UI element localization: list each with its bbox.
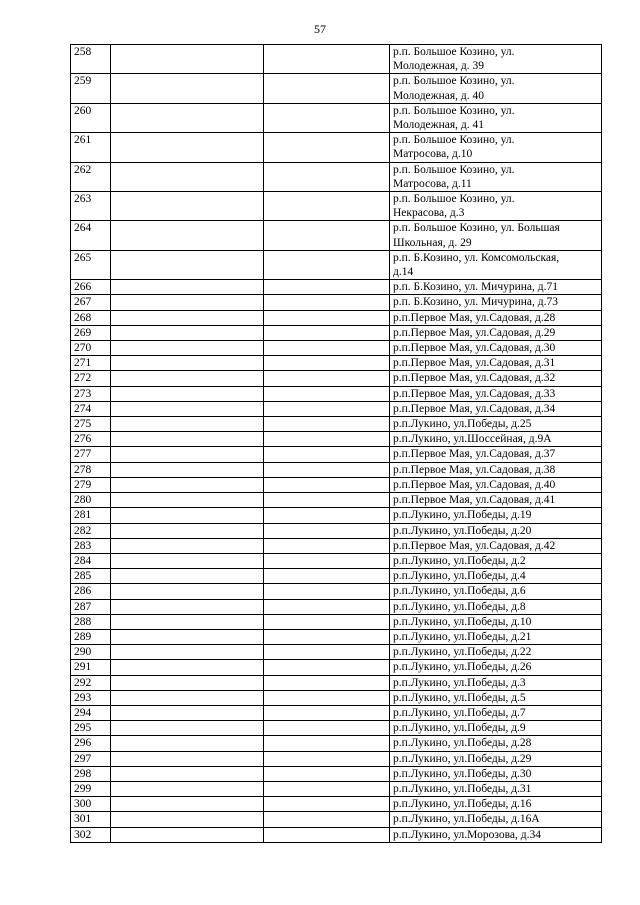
row-number-cell: 288 <box>71 614 111 629</box>
row-number-cell: 275 <box>71 417 111 432</box>
address-text: р.п.Лукино, ул.Победы, д.16 <box>393 798 532 811</box>
row-number-cell: 301 <box>71 812 111 827</box>
address-text: р.п.Лукино, ул.Победы, д.2 <box>393 554 526 567</box>
table-row <box>71 781 602 796</box>
empty-cell <box>264 417 390 432</box>
table-row <box>71 751 602 766</box>
empty-cell <box>111 133 264 162</box>
empty-cell <box>111 660 264 675</box>
row-number-cell: 283 <box>71 538 111 553</box>
address-text: р.п. Большое Козино, ул. Молодежная, д. 39 <box>393 46 515 73</box>
address-cell <box>390 721 602 736</box>
address-cell <box>390 447 602 462</box>
address-text: р.п.Первое Мая, ул.Садовая, д.31 <box>393 357 556 370</box>
row-number-cell: 265 <box>71 250 111 279</box>
empty-cell <box>264 508 390 523</box>
empty-cell <box>111 417 264 432</box>
address-cell <box>390 751 602 766</box>
empty-cell <box>111 705 264 720</box>
address-text: р.п.Первое Мая, ул.Садовая, д.29 <box>393 326 556 339</box>
empty-cell <box>111 781 264 796</box>
address-text: р.п. Большое Козино, ул. Молодежная, д. 41 <box>393 104 515 132</box>
address-cell <box>390 523 602 538</box>
row-number-cell: 259 <box>71 74 111 103</box>
row-number-cell: 266 <box>71 280 111 295</box>
address-cell <box>390 477 602 492</box>
address-cell <box>390 295 602 310</box>
row-number-cell: 264 <box>71 221 111 250</box>
address-text: р.п.Первое Мая, ул.Садовая, д.38 <box>393 463 556 476</box>
address-text: р.п.Первое Мая, ул.Садовая, д.41 <box>393 494 556 507</box>
table-row <box>71 736 602 751</box>
empty-cell <box>264 538 390 553</box>
address-text: р.п.Лукино, ул.Победы, д.16А <box>393 813 540 826</box>
empty-cell <box>111 614 264 629</box>
address-text: р.п.Лукино, ул.Победы, д.20 <box>393 524 532 537</box>
row-number-cell: 294 <box>71 705 111 720</box>
empty-cell <box>111 812 264 827</box>
address-cell <box>390 401 602 416</box>
address-text: р.п.Лукино, ул.Победы, д.10 <box>393 615 532 628</box>
empty-cell <box>264 614 390 629</box>
address-cell <box>390 538 602 553</box>
empty-cell <box>264 74 390 103</box>
row-number-cell: 263 <box>71 192 111 221</box>
empty-cell <box>111 295 264 310</box>
table-row <box>71 569 602 584</box>
empty-cell <box>111 162 264 191</box>
table-row <box>71 371 602 386</box>
row-number-cell: 296 <box>71 736 111 751</box>
address-cell <box>390 797 602 812</box>
row-number-cell: 298 <box>71 766 111 781</box>
table-row <box>71 705 602 720</box>
address-cell <box>390 827 602 842</box>
address-text: р.п. Большое Козино, ул. Матросова, д.10 <box>393 134 515 161</box>
empty-cell <box>111 477 264 492</box>
address-text: р.п.Первое Мая, ул.Садовая, д.32 <box>393 372 556 385</box>
empty-cell <box>111 45 264 74</box>
empty-cell <box>264 133 390 162</box>
empty-cell <box>111 356 264 371</box>
address-cell <box>390 341 602 356</box>
address-cell <box>390 45 602 74</box>
row-number-cell: 287 <box>71 599 111 614</box>
table-row <box>71 614 602 629</box>
empty-cell <box>264 705 390 720</box>
page-number: 57 <box>314 22 326 36</box>
empty-cell <box>264 462 390 477</box>
empty-cell <box>264 477 390 492</box>
row-number-cell: 302 <box>71 827 111 842</box>
table-row <box>71 103 602 132</box>
address-text: р.п.Первое Мая, ул.Садовая, д.42 <box>393 539 556 552</box>
row-number-cell: 281 <box>71 508 111 523</box>
row-number-cell: 285 <box>71 569 111 584</box>
row-number-cell: 276 <box>71 432 111 447</box>
table-row <box>71 417 602 432</box>
empty-cell <box>111 797 264 812</box>
table-row <box>71 133 602 162</box>
table-row <box>71 523 602 538</box>
empty-cell <box>264 569 390 584</box>
table-row <box>71 74 602 103</box>
table-row <box>71 325 602 340</box>
empty-cell <box>264 280 390 295</box>
address-cell <box>390 103 602 132</box>
empty-cell <box>264 645 390 660</box>
address-table <box>70 44 602 843</box>
table-row <box>71 356 602 371</box>
table-row <box>71 250 602 279</box>
address-cell <box>390 371 602 386</box>
empty-cell <box>264 721 390 736</box>
table-row <box>71 221 602 250</box>
empty-cell <box>264 432 390 447</box>
table-row <box>71 827 602 842</box>
row-number-cell: 274 <box>71 401 111 416</box>
address-text: р.п.Первое Мая, ул.Садовая, д.30 <box>393 342 556 355</box>
table-row <box>71 401 602 416</box>
empty-cell <box>111 462 264 477</box>
row-number-cell: 286 <box>71 584 111 599</box>
row-number-cell: 292 <box>71 675 111 690</box>
address-text: р.п.Лукино, ул.Победы, д.22 <box>393 646 532 659</box>
row-number-cell: 284 <box>71 553 111 568</box>
table-row <box>71 162 602 191</box>
address-text: р.п.Лукино, ул.Победы, д.21 <box>393 630 532 643</box>
row-number-cell: 291 <box>71 660 111 675</box>
address-text: р.п.Первое Мая, ул.Садовая, д.28 <box>393 311 556 324</box>
table-body <box>71 45 602 843</box>
empty-cell <box>111 629 264 644</box>
address-text: р.п.Первое Мая, ул.Садовая, д.37 <box>393 448 556 461</box>
table-row <box>71 766 602 781</box>
address-text: р.п. Б.Козино, ул. Мичурина, д.71 <box>393 281 558 294</box>
empty-cell <box>264 221 390 250</box>
empty-cell <box>264 325 390 340</box>
address-text: р.п.Лукино, ул.Победы, д.29 <box>393 752 532 765</box>
address-text: р.п.Лукино, ул.Победы, д.4 <box>393 570 526 583</box>
table-row <box>71 295 602 310</box>
address-cell <box>390 221 602 250</box>
empty-cell <box>264 386 390 401</box>
table-row <box>71 310 602 325</box>
table-row <box>71 386 602 401</box>
address-cell <box>390 462 602 477</box>
empty-cell <box>111 599 264 614</box>
address-text: р.п.Лукино, ул.Победы, д.30 <box>393 767 532 780</box>
address-cell <box>390 192 602 221</box>
address-cell <box>390 553 602 568</box>
table-row <box>71 432 602 447</box>
address-text: р.п.Лукино, ул.Победы, д.26 <box>393 661 532 674</box>
empty-cell <box>111 721 264 736</box>
empty-cell <box>111 584 264 599</box>
address-cell <box>390 705 602 720</box>
row-number-cell: 277 <box>71 447 111 462</box>
address-text: р.п.Лукино, ул.Победы, д.7 <box>393 706 526 719</box>
address-text: р.п.Лукино, ул.Победы, д.8 <box>393 600 526 613</box>
row-number-cell: 261 <box>71 133 111 162</box>
row-number-cell: 267 <box>71 295 111 310</box>
empty-cell <box>264 45 390 74</box>
empty-cell <box>111 766 264 781</box>
row-number-cell: 280 <box>71 493 111 508</box>
address-text: р.п. Б.Козино, ул. Комсомольская, д.14 <box>393 251 560 279</box>
empty-cell <box>264 356 390 371</box>
address-text: р.п.Лукино, ул.Победы, д.3 <box>393 676 526 689</box>
empty-cell <box>264 827 390 842</box>
table-row <box>71 508 602 523</box>
empty-cell <box>264 599 390 614</box>
empty-cell <box>111 493 264 508</box>
row-number-cell: 260 <box>71 103 111 132</box>
empty-cell <box>264 675 390 690</box>
empty-cell <box>111 280 264 295</box>
empty-cell <box>111 447 264 462</box>
table-row <box>71 645 602 660</box>
address-cell <box>390 781 602 796</box>
address-cell <box>390 508 602 523</box>
address-text: р.п.Первое Мая, ул.Садовая, д.34 <box>393 402 556 415</box>
address-cell <box>390 162 602 191</box>
address-cell <box>390 584 602 599</box>
table-row <box>71 721 602 736</box>
empty-cell <box>264 493 390 508</box>
address-cell <box>390 629 602 644</box>
address-cell <box>390 133 602 162</box>
address-cell <box>390 356 602 371</box>
address-text: р.п. Б.Козино, ул. Мичурина, д.73 <box>393 296 558 309</box>
address-cell <box>390 417 602 432</box>
empty-cell <box>264 310 390 325</box>
empty-cell <box>264 103 390 132</box>
table-row <box>71 584 602 599</box>
row-number-cell: 262 <box>71 162 111 191</box>
address-cell <box>390 325 602 340</box>
row-number-cell: 278 <box>71 462 111 477</box>
address-cell <box>390 736 602 751</box>
address-cell <box>390 614 602 629</box>
row-number-cell: 273 <box>71 386 111 401</box>
empty-cell <box>264 401 390 416</box>
table-row <box>71 675 602 690</box>
address-cell <box>390 675 602 690</box>
empty-cell <box>111 250 264 279</box>
empty-cell <box>111 432 264 447</box>
empty-cell <box>111 523 264 538</box>
empty-cell <box>111 371 264 386</box>
address-text: р.п. Большое Козино, ул. Большая Школьная, д. 29 <box>393 222 560 249</box>
empty-cell <box>111 751 264 766</box>
row-number-cell: 293 <box>71 690 111 705</box>
row-number-cell: 295 <box>71 721 111 736</box>
empty-cell <box>111 74 264 103</box>
row-number-cell: 289 <box>71 629 111 644</box>
row-number-cell: 268 <box>71 310 111 325</box>
address-cell <box>390 250 602 279</box>
address-text: р.п. Большое Козино, ул. Матросова, д.11 <box>393 163 515 190</box>
empty-cell <box>111 386 264 401</box>
empty-cell <box>111 553 264 568</box>
table-row <box>71 462 602 477</box>
address-text: р.п. Большое Козино, ул. Некрасова, д.3 <box>393 193 515 220</box>
empty-cell <box>264 192 390 221</box>
address-text: р.п. Большое Козино, ул. Молодежная, д. 40 <box>393 75 515 102</box>
empty-cell <box>111 827 264 842</box>
row-number-cell: 269 <box>71 325 111 340</box>
address-text: р.п.Лукино, ул.Победы, д.31 <box>393 782 532 795</box>
empty-cell <box>264 553 390 568</box>
address-cell <box>390 432 602 447</box>
address-cell <box>390 386 602 401</box>
address-cell <box>390 690 602 705</box>
empty-cell <box>264 584 390 599</box>
empty-cell <box>111 736 264 751</box>
address-cell <box>390 280 602 295</box>
row-number-cell: 299 <box>71 781 111 796</box>
table-row <box>71 538 602 553</box>
empty-cell <box>111 690 264 705</box>
row-number-cell: 297 <box>71 751 111 766</box>
empty-cell <box>264 797 390 812</box>
empty-cell <box>111 508 264 523</box>
address-cell <box>390 493 602 508</box>
empty-cell <box>264 751 390 766</box>
table-row <box>71 493 602 508</box>
empty-cell <box>111 675 264 690</box>
empty-cell <box>264 690 390 705</box>
address-text: р.п.Первое Мая, ул.Садовая, д.40 <box>393 478 556 491</box>
address-text: р.п.Лукино, ул.Морозова, д.34 <box>393 828 541 841</box>
empty-cell <box>111 103 264 132</box>
row-number-cell: 271 <box>71 356 111 371</box>
empty-cell <box>111 538 264 553</box>
address-cell <box>390 812 602 827</box>
address-text: р.п.Лукино, ул.Победы, д.6 <box>393 585 526 598</box>
table-row <box>71 797 602 812</box>
empty-cell <box>111 192 264 221</box>
address-text: р.п.Лукино, ул.Победы, д.19 <box>393 509 532 522</box>
address-text: р.п.Лукино, ул.Победы, д.28 <box>393 737 532 750</box>
table-row <box>71 660 602 675</box>
table-row <box>71 553 602 568</box>
empty-cell <box>264 295 390 310</box>
empty-cell <box>264 341 390 356</box>
table-row <box>71 45 602 74</box>
address-cell <box>390 310 602 325</box>
empty-cell <box>264 736 390 751</box>
table-row <box>71 280 602 295</box>
empty-cell <box>111 341 264 356</box>
address-text: р.п.Первое Мая, ул.Садовая, д.33 <box>393 387 556 400</box>
table-row <box>71 690 602 705</box>
row-number-cell: 290 <box>71 645 111 660</box>
row-number-cell: 279 <box>71 477 111 492</box>
address-cell <box>390 645 602 660</box>
table-row <box>71 447 602 462</box>
empty-cell <box>264 629 390 644</box>
address-cell <box>390 660 602 675</box>
address-cell <box>390 599 602 614</box>
empty-cell <box>111 325 264 340</box>
empty-cell <box>111 221 264 250</box>
address-text: р.п.Лукино, ул.Шоссейная, д.9А <box>393 433 552 446</box>
table-row <box>71 341 602 356</box>
empty-cell <box>264 371 390 386</box>
address-cell <box>390 569 602 584</box>
address-text: р.п.Лукино, ул.Победы, д.9 <box>393 722 526 735</box>
row-number-cell: 258 <box>71 45 111 74</box>
empty-cell <box>111 569 264 584</box>
address-text: р.п.Лукино, ул.Победы, д.5 <box>393 691 526 704</box>
row-number-cell: 282 <box>71 523 111 538</box>
empty-cell <box>111 401 264 416</box>
table-row <box>71 477 602 492</box>
table-row <box>71 812 602 827</box>
empty-cell <box>264 766 390 781</box>
address-text: р.п.Лукино, ул.Победы, д.25 <box>393 418 532 431</box>
row-number-cell: 300 <box>71 797 111 812</box>
table-row <box>71 629 602 644</box>
table-row <box>71 192 602 221</box>
empty-cell <box>264 523 390 538</box>
empty-cell <box>264 447 390 462</box>
address-cell <box>390 766 602 781</box>
empty-cell <box>264 812 390 827</box>
row-number-cell: 270 <box>71 341 111 356</box>
empty-cell <box>264 660 390 675</box>
address-cell <box>390 74 602 103</box>
table-row <box>71 599 602 614</box>
empty-cell <box>264 250 390 279</box>
row-number-cell: 272 <box>71 371 111 386</box>
empty-cell <box>111 310 264 325</box>
empty-cell <box>111 645 264 660</box>
empty-cell <box>264 162 390 191</box>
empty-cell <box>264 781 390 796</box>
